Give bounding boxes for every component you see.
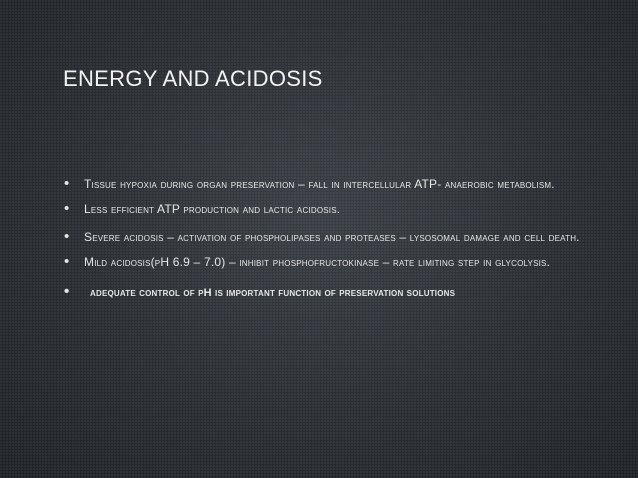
bullet-text: Tissue hypoxia during organ preservation – fall in intercellular ATP- anaerobic metabolism. <box>84 177 555 191</box>
bullet-icon: • <box>64 283 70 300</box>
bullet-icon: • <box>64 253 70 270</box>
bullet-item <box>63 176 583 193</box>
bullet-text: Less efficient ATP production and lactic acidosis. <box>84 202 341 216</box>
bullet-icon: • <box>64 228 70 245</box>
slide-title: ENERGY AND ACIDOSIS <box>63 66 323 91</box>
bullet-text: Severe acidosis – activation of phospholipases and proteases – lysosomal damage and cell death. <box>84 230 580 244</box>
bullet-item <box>63 254 583 271</box>
bullet-icon: • <box>64 175 70 192</box>
bullet-list <box>63 176 583 302</box>
bullet-item <box>63 229 583 246</box>
bullet-item <box>63 201 583 218</box>
bullet-item <box>63 285 583 302</box>
bullet-text: Mild acidosis(pH 6.9 – 7.0) – inhibit phosphofructokinase – rate limiting step in glycolysis. <box>84 255 551 269</box>
bullet-text: adequate control of pH is important function of preservation solutions <box>90 287 456 299</box>
bullet-icon: • <box>64 200 70 217</box>
